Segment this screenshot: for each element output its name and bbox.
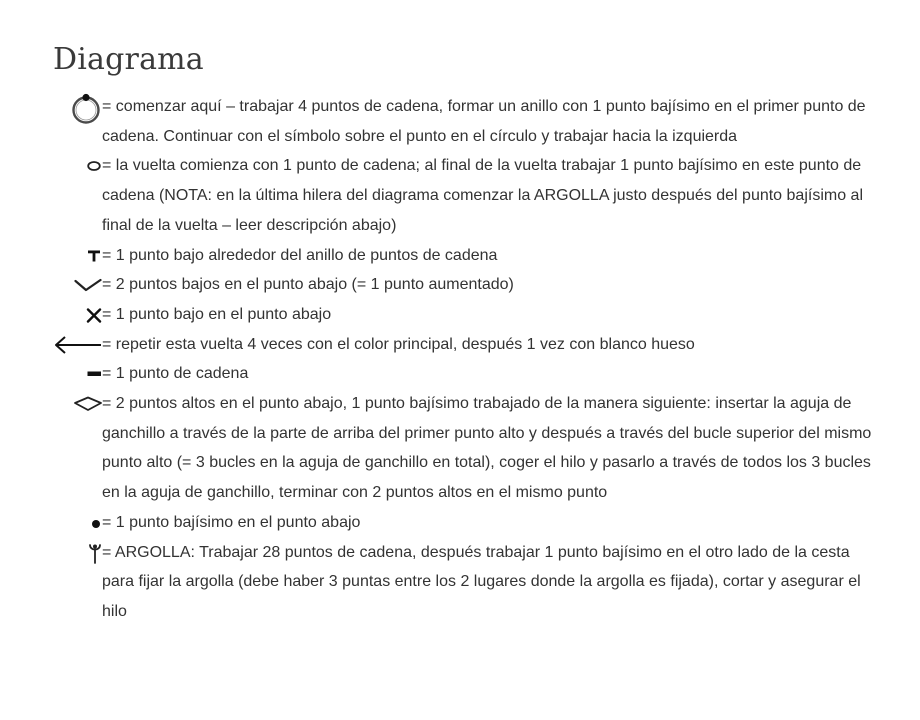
- legend-description: ARGOLLA: Trabajar 28 puntos de cadena, después trabajar 1 punto bajísimo en el otro lado de la cesta para fijar la argolla (debe haber 3 puntas entre los 2 lugares donde la argolla es fijada), cortar y asegurar el hilo: [102, 543, 861, 620]
- legend-item: [0, 330, 920, 360]
- legend-description: la vuelta comienza con 1 punto de cadena; al final de la vuelta trabajar 1 punto bajísimo en este punto de cadena (NOTA: en la última hilera del diagrama comenzar la ARGOLLA justo después del punto bajísimo al final de la vuelta – leer descripción abajo): [102, 157, 863, 234]
- equals-sign: =: [102, 335, 112, 353]
- legend-description: 1 punto de cadena: [111, 365, 249, 383]
- v-increase-icon: [74, 278, 102, 292]
- equals-sign: =: [102, 543, 112, 561]
- symbol-legend: [0, 92, 920, 627]
- x-stitch-icon: [86, 308, 102, 323]
- equals-sign: =: [102, 395, 112, 413]
- legend-item: [0, 241, 920, 271]
- section-title: Diagrama: [53, 42, 204, 77]
- legend-item: [0, 151, 920, 240]
- equals-sign: =: [102, 98, 112, 115]
- handle-icon: [88, 542, 102, 564]
- left-arrow-icon: [53, 335, 103, 355]
- legend-item: [0, 92, 920, 151]
- legend-description: 2 puntos bajos en el punto abajo (= 1 punto aumentado): [111, 276, 514, 294]
- legend-description: 1 punto bajo en el punto abajo: [111, 305, 332, 323]
- legend-description: 2 puntos altos en el punto abajo, 1 punto bajísimo trabajado de la manera siguiente: insertar la aguja de ganchillo a través de la parte de arriba del primer punto alto y después a través del bucle superior del mismo punto alto (= 3 bucles en la aguja de ganchillo en total), coger el hilo y pasarlo a través de todos los 3 bucles en la aguja de ganchillo, terminar con 2 puntos altos en el mismo punto: [102, 395, 872, 502]
- legend-item: [0, 538, 920, 627]
- legend-item: [0, 359, 920, 389]
- equals-sign: =: [102, 365, 112, 383]
- legend-description: 1 punto bajísimo en el punto abajo: [111, 513, 361, 531]
- legend-description: repetir esta vuelta 4 veces con el color principal, después 1 vez con blanco hueso: [111, 335, 695, 353]
- fan-stitch-icon: [73, 396, 103, 412]
- legend-item: [0, 508, 920, 538]
- chain-dash-icon: [87, 371, 102, 377]
- start-ring-icon: [70, 92, 104, 126]
- equals-sign: =: [102, 305, 112, 323]
- legend-description: 1 punto bajo alrededor del anillo de puntos de cadena: [111, 246, 498, 264]
- equals-sign: =: [102, 157, 112, 175]
- round-start-oval-icon: [86, 160, 102, 172]
- legend-item: [0, 300, 920, 330]
- equals-sign: =: [102, 513, 112, 531]
- legend-item: [0, 389, 920, 508]
- equals-sign: =: [102, 246, 112, 264]
- equals-sign: =: [102, 276, 112, 294]
- legend-description: comenzar aquí – trabajar 4 puntos de cadena, formar un anillo con 1 punto bajísimo en el primer punto de cadena. Continuar con el símbolo sobre el punto en el círculo y trabajar hacia la izquierda: [102, 98, 866, 145]
- t-stitch-icon: [87, 249, 101, 263]
- dot-icon: [91, 519, 101, 529]
- legend-item: [0, 270, 920, 300]
